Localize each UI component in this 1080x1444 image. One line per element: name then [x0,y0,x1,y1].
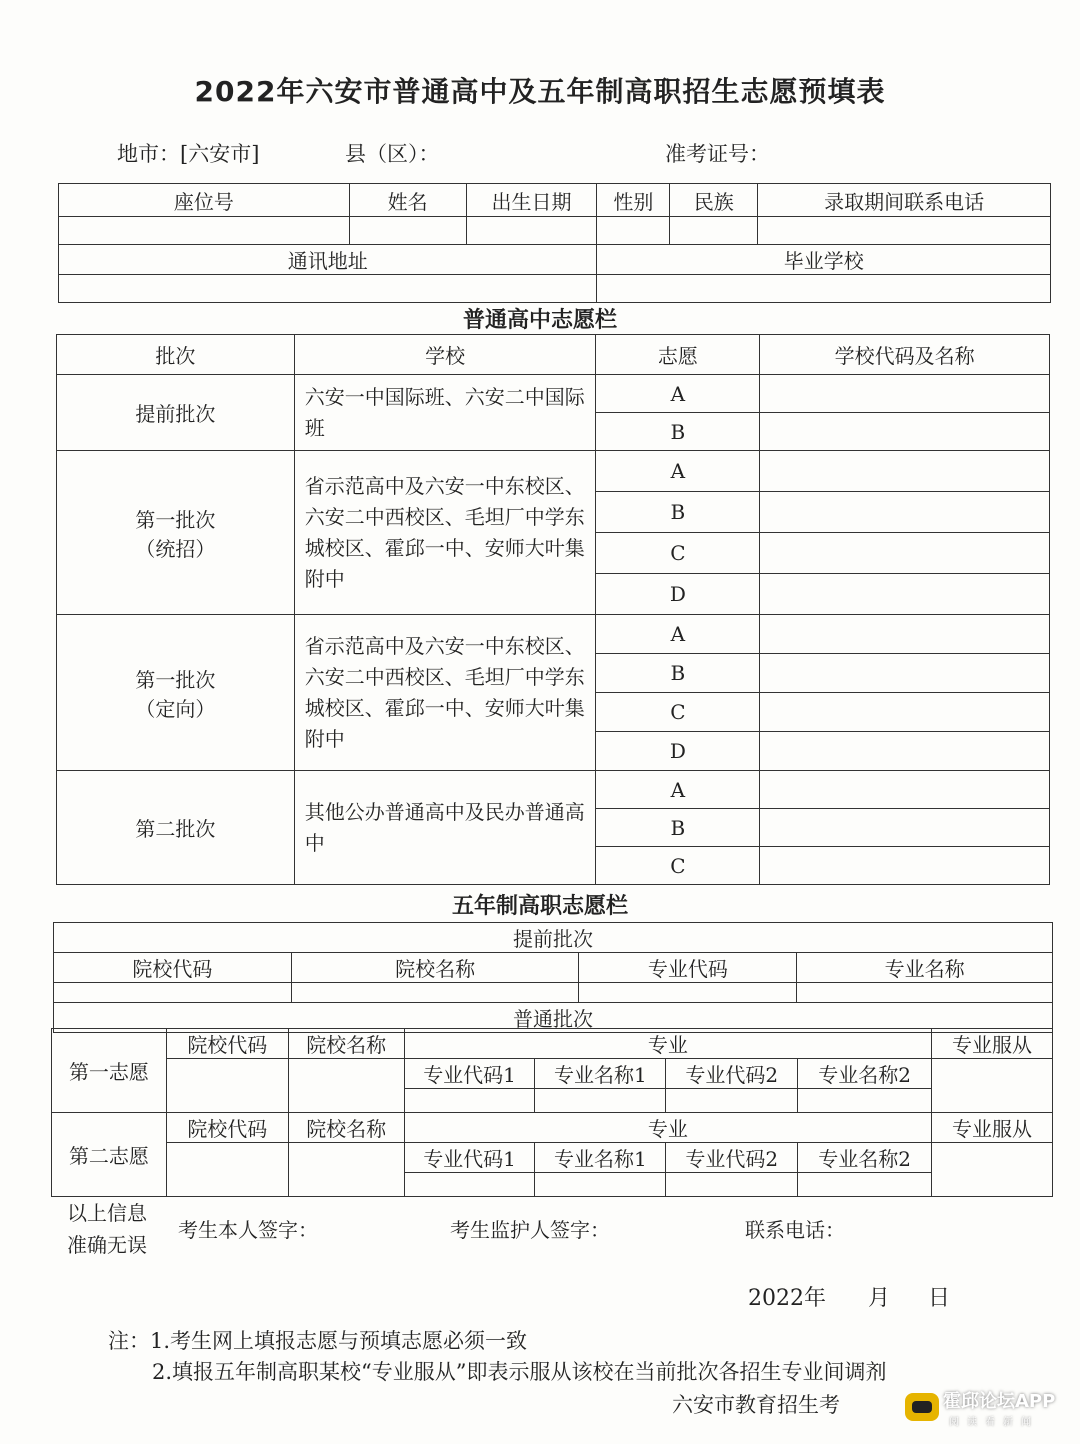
choice-field[interactable] [760,771,1050,809]
wish-school-name-header: 院校名称 [288,1029,404,1059]
vc-early-school-name-header: 院校名称 [291,953,579,983]
note-line2: 2.填报五年制高职某校“专业服从”即表示服从该校在当前批次各招生专业间调剂 [152,1360,887,1384]
wish-major-field[interactable] [798,1173,932,1197]
school-field[interactable] [597,275,1051,303]
batch-name: 第一批次 [135,507,216,532]
wish-follow-header: 专业服从 [932,1113,1053,1143]
chat-bubble-icon [905,1393,939,1421]
vc-early-school-code-field[interactable] [54,983,292,1003]
choice-label: B [596,492,760,533]
vc-early-major-code-field[interactable] [579,983,797,1003]
wish-first-label: 第一志愿 [52,1029,167,1113]
wish-follow-field[interactable] [932,1059,1053,1113]
vc-early-batch-title: 提前批次 [54,923,1053,953]
vc-normal-table [51,1028,1053,1197]
vc-normal-batch-title: 普通批次 [54,1003,1053,1033]
choice-label: A [596,375,760,413]
wish-major-col: 专业名称1 [535,1143,666,1173]
wish-school-name-field[interactable] [288,1143,404,1197]
wish-major-col: 专业代码1 [404,1059,535,1089]
choice-field[interactable] [760,451,1050,492]
seat-no-header: 座位号 [59,184,350,217]
app-watermark [905,1383,1075,1433]
address-header: 通讯地址 [59,245,597,275]
choice-field[interactable] [760,574,1050,615]
wish-school-code-field[interactable] [166,1143,288,1197]
batch-first-general-schools: 省示范高中及六安一中东校区、六安二中西校区、毛坦厂中学东城校区、霍邱一中、安师大叶集附中 [294,451,596,615]
hs-header-batch: 批次 [57,335,295,375]
wish-major-col: 专业代码2 [666,1059,798,1089]
name-header: 姓名 [349,184,466,217]
vc-early-school-name-field[interactable] [291,983,579,1003]
vc-early-major-name-header: 专业名称 [797,953,1053,983]
wish-major-header: 专业 [404,1113,931,1143]
wish-major-col: 专业代码2 [666,1143,798,1173]
personal-info-table [58,183,1051,303]
wish-school-code-header: 院校代码 [166,1029,288,1059]
address-field[interactable] [59,275,597,303]
choice-label: B [596,654,760,693]
choice-field[interactable] [760,413,1050,451]
birth-header: 出生日期 [466,184,597,217]
choice-label: A [596,615,760,654]
confirm-line1: 以上信息 [67,1201,147,1225]
batch-second-schools: 其他公办普通高中及民办普通高中 [294,771,596,885]
hs-section-title: 普通高中志愿栏 [462,307,617,333]
wish-follow-header: 专业服从 [932,1029,1053,1059]
choice-label: A [596,451,760,492]
wish-school-code-header: 院校代码 [166,1113,288,1143]
confirm-line2: 准确无误 [67,1233,147,1257]
wish-major-col: 专业名称2 [798,1143,932,1173]
gender-field[interactable] [597,217,670,245]
school-header: 毕业学校 [597,245,1051,275]
choice-field[interactable] [760,654,1050,693]
choice-field[interactable] [760,615,1050,654]
wish-follow-field[interactable] [932,1143,1053,1197]
ethnicity-field[interactable] [670,217,758,245]
batch-early [57,375,295,451]
batch-sub: （定向） [135,696,216,721]
choice-field[interactable] [760,533,1050,574]
choice-label: B [596,413,760,451]
vc-early-major-name-field[interactable] [797,983,1053,1003]
choice-label: C [596,693,760,732]
wish-school-name-field[interactable] [288,1059,404,1113]
gender-header: 性别 [597,184,670,217]
county-label: 县（区）： [345,142,440,166]
wish-major-field[interactable] [666,1173,798,1197]
choice-label: A [596,771,760,809]
name-field[interactable] [349,217,466,245]
batch-early-schools: 六安一中国际班、六安二中国际班 [294,375,596,451]
note-line1: 注：1.考生网上填报志愿与预填志愿必须一致 [108,1329,528,1353]
batch-sub: （统招） [135,536,216,561]
wish-major-col: 专业名称2 [798,1059,932,1089]
vc-early-major-code-header: 专业代码 [579,953,797,983]
date-year: 2022年 [748,1286,826,1311]
watermark-sub: 阅读看新闻 [949,1417,1039,1428]
wish-major-field[interactable] [404,1173,535,1197]
student-sign-label: 考生本人签字： [178,1218,318,1242]
choice-field[interactable] [760,732,1050,771]
date-day: 日 [928,1286,951,1311]
hs-header-code: 学校代码及名称 [760,335,1050,375]
hs-wish-table [56,334,1050,885]
date-month: 月 [868,1286,891,1311]
confirm-block [67,1197,147,1261]
choice-field[interactable] [760,809,1050,847]
contact-label: 联系电话： [745,1218,845,1242]
wish-major-col: 专业代码1 [404,1143,535,1173]
batch-name: 提前批次 [135,402,216,426]
phone-field[interactable] [758,217,1051,245]
choice-label: D [596,574,760,615]
choice-label: D [596,732,760,771]
batch-name: 第二批次 [135,817,216,841]
wish-major-field[interactable] [535,1089,666,1113]
hs-header-school: 学校 [294,335,596,375]
choice-label: C [596,847,760,885]
hs-header-choice: 志愿 [596,335,760,375]
batch-first-directed-schools: 省示范高中及六安一中东校区、六安二中西校区、毛坦厂中学东城校区、霍邱一中、安师大叶集附中 [294,615,596,771]
choice-label: C [596,533,760,574]
wish-school-code-field[interactable] [166,1059,288,1113]
choice-label: B [596,809,760,847]
batch-second [57,771,295,885]
wish-major-field[interactable] [666,1089,798,1113]
guardian-sign-label: 考生监护人签字： [450,1218,610,1242]
batch-name: 第一批次 [135,667,216,692]
birth-field[interactable] [466,217,597,245]
vc-early-school-code-header: 院校代码 [54,953,292,983]
wish-major-field[interactable] [404,1089,535,1113]
batch-first-general [57,451,295,615]
watermark-name: 霍邱论坛APP [943,1391,1056,1412]
choice-field[interactable] [760,375,1050,413]
vc-early-table [53,922,1053,1033]
exam-id-label: 准考证号： [665,142,770,166]
seat-no-field[interactable] [59,217,350,245]
wish-major-field[interactable] [535,1173,666,1197]
choice-field[interactable] [760,847,1050,885]
city-label: 地市：[六安市] [117,142,260,166]
issuer: 六安市教育招生考 [672,1393,840,1417]
form-title: 2022年六安市普通高中及五年制高职招生志愿预填表 [194,75,886,108]
choice-field[interactable] [760,492,1050,533]
wish-major-header: 专业 [404,1029,931,1059]
wish-major-field[interactable] [798,1089,932,1113]
ethnicity-header: 民族 [670,184,758,217]
choice-field[interactable] [760,693,1050,732]
wish-second-label: 第二志愿 [52,1113,167,1197]
batch-first-directed [57,615,295,771]
vc-section-title: 五年制高职志愿栏 [451,893,628,919]
wish-school-name-header: 院校名称 [288,1113,404,1143]
phone-header: 录取期间联系电话 [758,184,1051,217]
wish-major-col: 专业名称1 [535,1059,666,1089]
